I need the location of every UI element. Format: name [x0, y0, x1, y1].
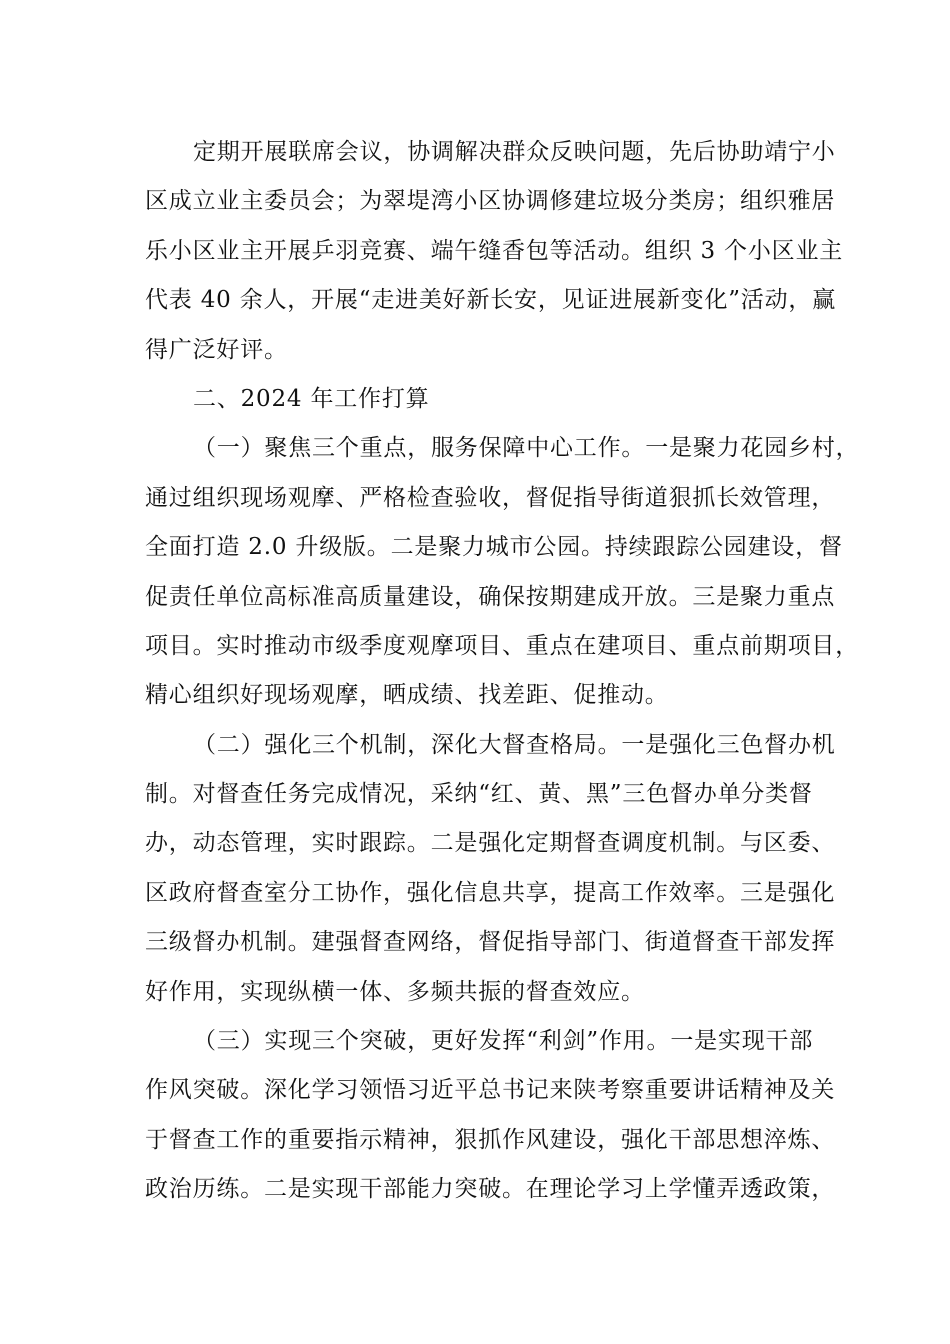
text-line: 促责任单位高标准高质量建设，确保按期建成开放。三是聚力重点 [145, 583, 836, 610]
text-line: 作风突破。深化学习领悟习近平总书记来陕考察重要讲话精神及关 [145, 1077, 836, 1104]
text-line: 通过组织现场观摩、严格检查验收，督促指导街道狠抓长效管理， [145, 484, 836, 511]
text-line: 区成立业主委员会；为翠堤湾小区协调修建垃圾分类房；组织雅居 [145, 188, 836, 215]
text-line: （一）聚焦三个重点，服务保障中心工作。一是聚力花园乡村， [193, 435, 860, 462]
text-line: 区政府督查室分工协作，强化信息共享，提高工作效率。三是强化 [145, 879, 836, 906]
text-line: （二）强化三个机制，深化大督查格局。一是强化三色督办机 [193, 731, 836, 758]
text-line: 全面打造 2.0 升级版。二是聚力城市公园。持续跟踪公园建设，督 [145, 534, 843, 561]
text-line: 定期开展联席会议，协调解决群众反映问题，先后协助靖宁小 [193, 139, 836, 165]
text-line: （三）实现三个突破，更好发挥“利剑”作用。一是实现干部 [193, 1028, 814, 1055]
text-line: 好作用，实现纵横一体、多频共振的督查效应。 [145, 978, 645, 1005]
text-line: 办，动态管理，实时跟踪。二是强化定期督查调度机制。与区委、 [145, 830, 836, 857]
text-line: 乐小区业主开展乒羽竞赛、端午缝香包等活动。组织 3 个小区业主 [145, 237, 844, 264]
text-line: 精心组织好现场观摩，晒成绩、找差距、促推动。 [145, 682, 669, 709]
text-line: 政治历练。二是实现干部能力突破。在理论学习上学懂弄透政策， [145, 1176, 836, 1203]
section-heading: 二、2024 年工作打算 [193, 385, 430, 412]
text-line: 代表 40 余人，开展“走进美好新长安，见证进展新变化”活动，赢 [145, 287, 837, 314]
text-line: 于督查工作的重要指示精神，狠抓作风建设，强化干部思想淬炼、 [145, 1126, 836, 1153]
text-line: 项目。实时推动市级季度观摩项目、重点在建项目、重点前期项目， [145, 632, 859, 659]
text-line: 制。对督查任务完成情况，采纳“红、黄、黑”三色督办单分类督 [145, 781, 813, 808]
text-line: 得广泛好评。 [145, 336, 288, 363]
document-body [145, 128, 860, 1215]
text-line: 三级督办机制。建强督查网络，督促指导部门、街道督查干部发挥 [145, 929, 836, 956]
